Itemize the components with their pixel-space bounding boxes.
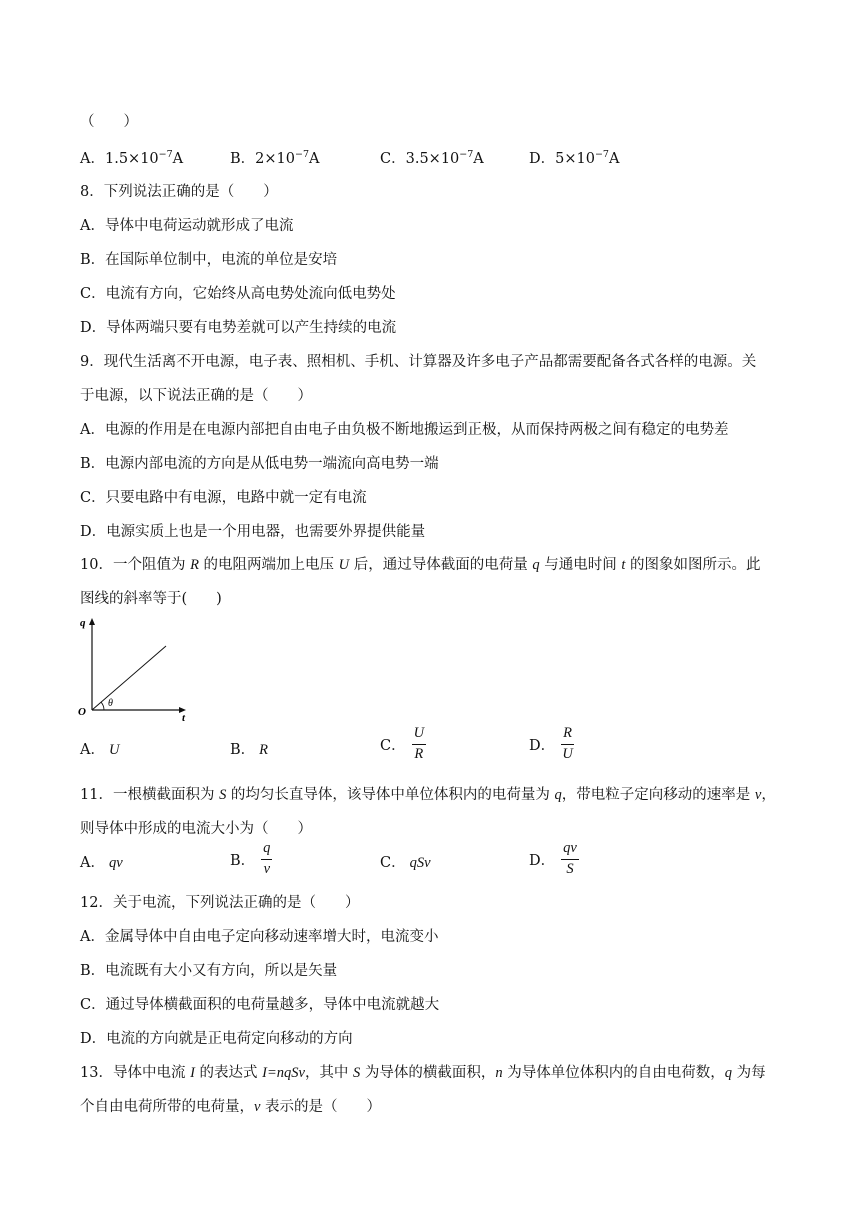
angle-arc <box>101 702 104 710</box>
q8-option-b[interactable]: B．在国际单位制中，电流的单位是安培 <box>80 252 338 268</box>
q9-option-b[interactable]: B．电源内部电流的方向是从低电势一端流向高电势一端 <box>80 456 439 472</box>
q10-option-d[interactable]: D． $\frac{R}{U}$ <box>529 725 573 762</box>
q8-option-d[interactable]: D．导体两端只要有电势差就可以产生持续的电流 <box>80 320 397 336</box>
q8-option-c[interactable]: C．电流有方向，它始终从高电势处流向低电势处 <box>80 286 396 302</box>
q7-paren: （ ） <box>80 114 138 130</box>
q7-option-b[interactable]: B．$2\times 10^{-7}A$ <box>230 149 320 167</box>
q11-option-c[interactable]: C． qSv <box>380 855 431 871</box>
q9-option-c[interactable]: C．只要电路中有电源，电路中就一定有电流 <box>80 490 367 506</box>
q10-stem-line1: 10．一个阻值为 R 的电阻两端加上电压 U 后，通过导体截面的电荷量 q 与通电时间 t 的图象如图所示。此 <box>80 557 761 573</box>
q12-option-c[interactable]: C．通过导体横截面积的电荷量越多，导体中电流就越大 <box>80 997 440 1013</box>
q10-option-a[interactable]: A． U <box>80 742 120 758</box>
q11-stem-line1: 11．一根横截面积为 S 的均匀长直导体，该导体中单位体积内的电荷量为 q，带电粒子定向移动的速率是 v， <box>80 787 776 803</box>
q-t-graph <box>78 614 198 724</box>
q10-option-c[interactable]: C． $\frac{U}{R}$ <box>380 725 425 762</box>
y-axis-label: q <box>80 617 86 629</box>
fraction-qv-over-s: $\frac{qv}{S}$ <box>563 840 577 877</box>
q10-stem-line2: 图线的斜率等于( ) <box>80 591 222 607</box>
fraction-r-over-u: $\frac{R}{U}$ <box>562 725 573 762</box>
angle-label: θ <box>108 698 113 709</box>
q8-option-a[interactable]: A．导体中电荷运动就形成了电流 <box>80 218 294 234</box>
q12-option-a[interactable]: A．金属导体中自由电子定向移动速率增大时，电流变小 <box>80 929 439 945</box>
q9-stem-line1: 9．现代生活离不开电源，电子表、照相机、手机、计算器及许多电子产品都需要配备各式各样的电源。关 <box>80 354 757 370</box>
q12-stem: 12．关于电流，下列说法正确的是（ ） <box>80 895 360 911</box>
q11-stem-line2: 则导体中形成的电流大小为（ ） <box>80 821 312 837</box>
fraction-q-over-v: $\frac{q}{v}$ <box>263 840 271 877</box>
q12-option-b[interactable]: B．电流既有大小又有方向，所以是矢量 <box>80 963 338 979</box>
q9-stem-line2: 于电源，以下说法正确的是（ ） <box>80 388 312 404</box>
q8-stem: 8．下列说法正确的是（ ） <box>80 184 278 200</box>
origin-label: O <box>78 706 86 718</box>
q7-option-c[interactable]: C．$3.5\times 10^{-7}A$ <box>380 149 484 167</box>
fraction-u-over-r: $\frac{U}{R}$ <box>413 725 425 762</box>
q11-option-a[interactable]: A． qv <box>80 855 123 871</box>
q10-option-b[interactable]: B． R <box>230 742 269 758</box>
q13-stem-line1: 13．导体中电流 I 的表达式 I=nqSv，其中 S 为导体的横截面积，n 为导体单位体积内的自由电荷数，q 为每 <box>80 1065 766 1081</box>
q11-option-d[interactable]: D． $\frac{qv}{S}$ <box>529 840 577 877</box>
q11-option-b[interactable]: B． $\frac{q}{v}$ <box>230 840 271 877</box>
q7-option-a[interactable]: A．$1.5\times 10^{-7}A$ <box>80 149 184 167</box>
q9-option-a[interactable]: A．电源的作用是在电源内部把自由电子由负极不断地搬运到正极，从而保持两极之间有稳定的电势差 <box>80 422 729 438</box>
q7-option-d[interactable]: D．$5\times 10^{-7}A$ <box>529 149 620 167</box>
y-axis-arrow <box>89 618 95 625</box>
graph-line <box>92 646 166 710</box>
q12-option-d[interactable]: D．电流的方向就是正电荷定向移动的方向 <box>80 1031 353 1047</box>
x-axis-label: t <box>182 712 186 724</box>
q9-option-d[interactable]: D．电源实质上也是一个用电器，也需要外界提供能量 <box>80 524 426 540</box>
q13-stem-line2: 个自由电荷所带的电荷量，v 表示的是（ ） <box>80 1099 382 1115</box>
